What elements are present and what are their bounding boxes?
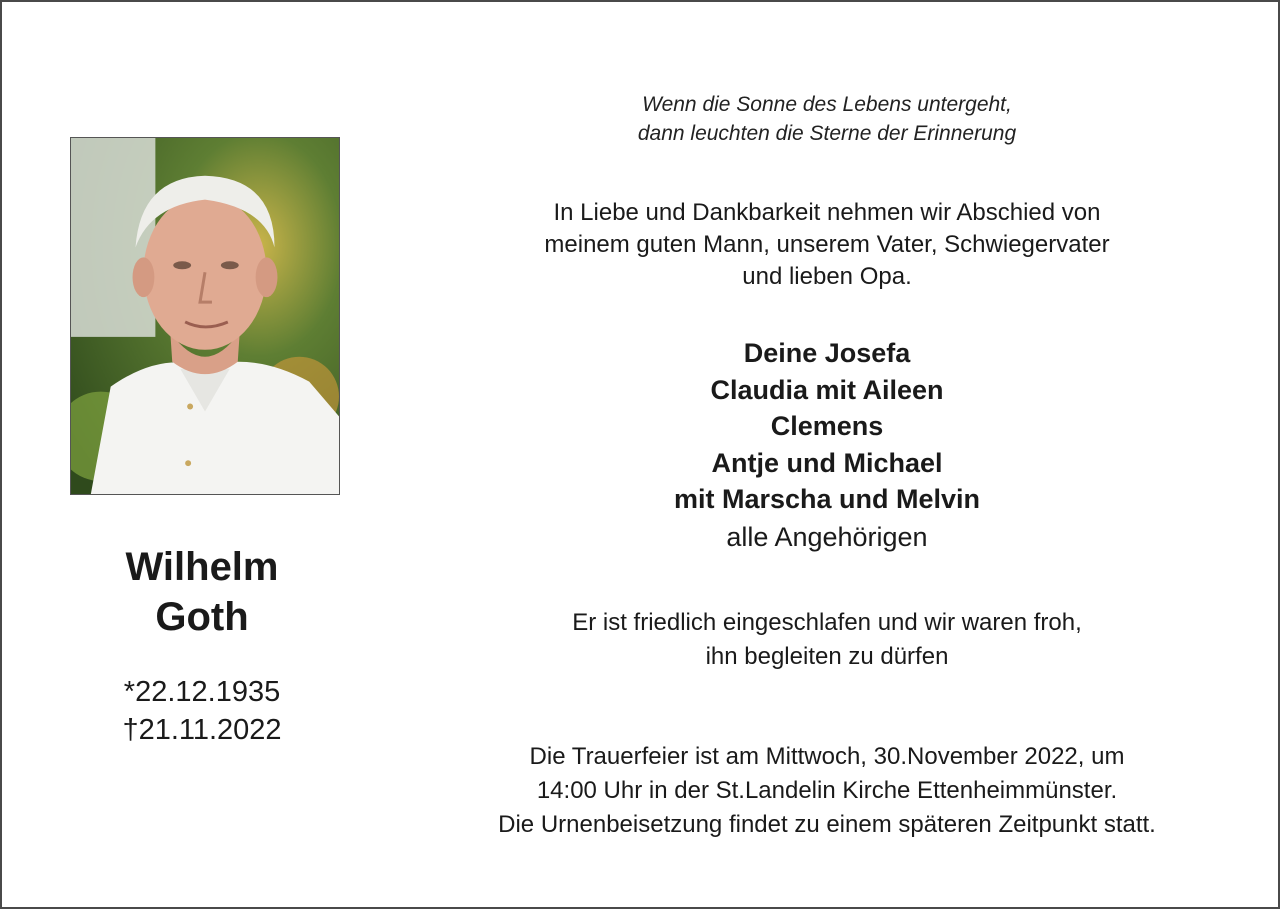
family-list — [382, 335, 1272, 556]
service-info — [382, 740, 1272, 842]
family-member: Clemens — [770, 411, 884, 441]
service-line: Die Urnenbeisetzung findet zu einem späteren Zeitpunkt statt. — [498, 811, 1156, 838]
family-member: Antje und Michael — [711, 447, 943, 478]
farewell-line: In Liebe und Dankbarkeit nehmen wir Abschied von — [553, 199, 1101, 226]
birth-date: *22.12.1935 — [123, 676, 281, 708]
deceased-first-name: Wilhelm — [125, 545, 279, 589]
peace-line: ihn begleiten zu dürfen — [705, 643, 949, 670]
service-line: Die Trauerfeier ist am Mittwoch, 30.November 2022, um — [529, 743, 1125, 770]
farewell-text — [382, 197, 1272, 293]
motto — [382, 90, 1272, 148]
motto-line: dann leuchten die Sterne der Erinnerung — [637, 122, 1017, 145]
family-closing: alle Angehörigen — [726, 521, 928, 552]
family-member: Deine Josefa — [743, 338, 911, 368]
portrait-photo-icon — [71, 138, 339, 494]
motto-line: Wenn die Sonne des Lebens untergeht, — [642, 93, 1012, 116]
family-member: Claudia mit Aileen — [710, 374, 944, 405]
portrait-photo — [70, 137, 340, 495]
death-date: †21.11.2022 — [122, 714, 282, 746]
peace-line: Er ist friedlich eingeschlafen und wir waren froh, — [572, 609, 1082, 636]
deceased-last-name: Goth — [155, 595, 249, 639]
peace-text — [382, 606, 1272, 674]
farewell-line: meinem guten Mann, unserem Vater, Schwiegervater — [544, 231, 1110, 258]
service-line: 14:00 Uhr in der St.Landelin Kirche Ettenheimmünster. — [536, 777, 1118, 804]
farewell-line: und lieben Opa. — [742, 263, 912, 290]
family-member: mit Marscha und Melvin — [673, 484, 981, 514]
